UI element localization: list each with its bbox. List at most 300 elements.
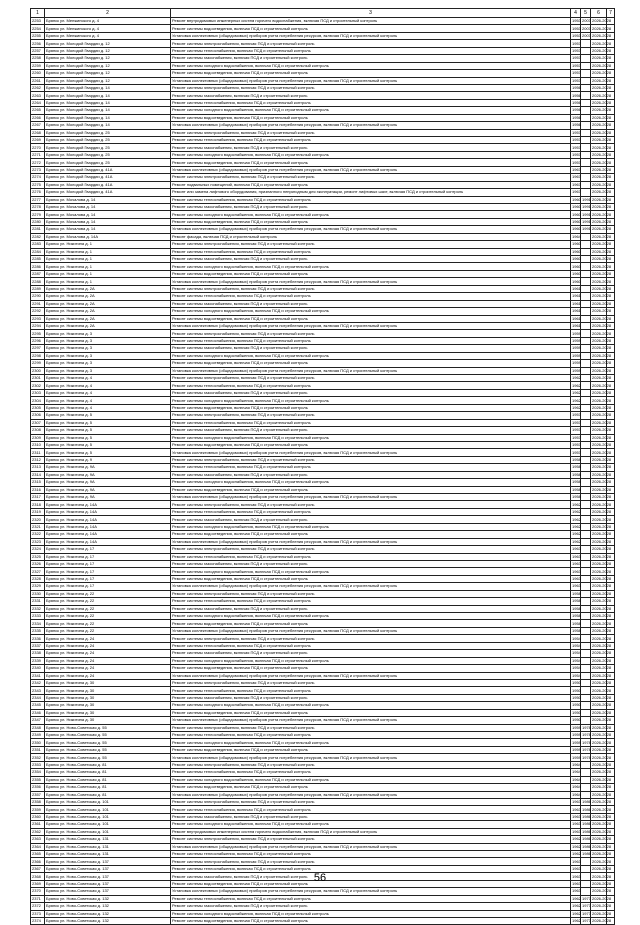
- year-built-cell: 1954: [572, 642, 581, 648]
- planned-period-cell: 2026-2028: [592, 590, 612, 596]
- row-number-cell: 2359: [31, 806, 45, 813]
- row-number-cell: 2339: [31, 657, 45, 664]
- year-built-cell: 1957: [572, 40, 581, 46]
- address-cell: Брянск ул. Ново-Советская д. 137: [45, 888, 171, 895]
- work-description-cell: Ремонт системы водоотведения, включая ПСД и строительный контроль: [171, 665, 571, 672]
- table-row: [31, 798, 615, 805]
- year-reconstructed-cell: [581, 687, 591, 694]
- work-description-cell: Ремонт системы холодного водоснабжения, включая ПСД и строительный контроль: [171, 151, 571, 158]
- address-cell: Брянск ул. Никитина д. 2А: [45, 308, 171, 315]
- year-built-cell: 1962: [572, 531, 581, 537]
- year-reconstructed-cell: [581, 337, 591, 344]
- work-description-cell: Ремонт системы газоснабжения, включая ПСД и строительный контроль: [171, 427, 571, 434]
- work-description-cell: Ремонт внутридомовых инженерных систем горячего водоснабжения, включая ПСД и строительный контроль: [171, 828, 571, 835]
- row-number-cell: 2319: [31, 508, 45, 515]
- year-reconstructed-cell: 1986: [582, 828, 591, 834]
- year-built-cell: 1957: [572, 449, 581, 455]
- year-built-cell: 1963: [572, 553, 581, 559]
- year-reconstructed-cell: [581, 605, 591, 612]
- work-description-cell: Ремонт системы электроснабжения, включая ПСД и строительный контроль: [171, 330, 571, 337]
- year-reconstructed-cell: [581, 486, 591, 493]
- table-row: [31, 18, 615, 25]
- work-description-cell: Ремонт системы газоснабжения, включая ПСД и строительный контроль: [171, 516, 571, 523]
- row-number-cell: 2356: [31, 784, 45, 791]
- address-cell: Брянск ул. Никитина д. 14А: [45, 516, 171, 523]
- row-number-cell: 2344: [31, 694, 45, 701]
- work-description-cell: Ремонт системы водоотведения, включая ПСД и строительный контроль: [171, 159, 571, 166]
- table-row: [31, 635, 615, 642]
- address-cell: Брянск ул. Никитина д. 30: [45, 679, 171, 686]
- work-description-cell: Установка коллективных (общедомовых) приборов учета потребления ресурсов, включая ПСД и строительный контроль: [171, 226, 571, 233]
- work-description-cell: Ремонт системы теплоснабжения, включая ПСД и строительный контроль: [171, 687, 571, 694]
- planned-period-cell: 2026-2028: [592, 672, 612, 678]
- year-built-cell: 1962: [572, 836, 581, 842]
- year-built-cell: 1962: [572, 918, 581, 924]
- year-built-cell: 1959: [572, 352, 581, 358]
- table-row: [31, 746, 615, 753]
- year-built-cell: 1958: [572, 605, 581, 611]
- year-built-cell: 1959: [572, 338, 581, 344]
- address-cell: Брянск ул. Никитина д. 9: [45, 456, 171, 463]
- address-cell: Брянск ул. Никитина д. 30: [45, 694, 171, 701]
- address-cell: Брянск ул. Молодой Гвардии д. 14: [45, 92, 171, 99]
- row-number-cell: 2280: [31, 218, 45, 225]
- address-cell: Брянск ул. Никитина д. 14А: [45, 501, 171, 508]
- work-description-cell: Ремонт системы электроснабжения, включая ПСД и строительный контроль: [171, 375, 571, 382]
- address-cell: Брянск ул. Никитина д. 2А: [45, 300, 171, 307]
- year-built-cell: 1964: [572, 784, 581, 790]
- planned-period-cell: 2026-2028: [592, 338, 612, 344]
- work-description-cell: Установка коллективных (общедомовых) приборов учета потребления ресурсов, включая ПСД и строительный контроль: [171, 449, 571, 456]
- row-number-cell: 2314: [31, 471, 45, 478]
- address-cell: Брянск ул. Никитина д. 1: [45, 278, 171, 285]
- year-built-cell: 1963: [572, 806, 581, 812]
- row-number-cell: 2309: [31, 434, 45, 441]
- address-cell: Брянск ул. Никитина д. 14А: [45, 523, 171, 530]
- table-row: [31, 55, 615, 62]
- work-description-cell: Ремонт системы водоотведения, включая ПСД и строительный контроль: [171, 620, 571, 627]
- work-description-cell: Ремонт системы газоснабжения, включая ПСД и строительный контроль: [171, 55, 571, 62]
- work-description-cell: Ремонт системы водоотведения, включая ПСД и строительный контроль: [171, 486, 571, 493]
- row-number-cell: 2253: [31, 18, 45, 25]
- year-built-cell: 1958: [572, 598, 581, 604]
- year-built-cell: 1950: [572, 702, 581, 708]
- header-row: [31, 9, 615, 18]
- work-description-cell: Ремонт системы теплоснабжения, включая ПСД и строительный контроль: [171, 895, 571, 902]
- table-row: [31, 412, 615, 419]
- address-cell: Брянск ул. Никитина д. 3: [45, 330, 171, 337]
- row-number-cell: 2341: [31, 672, 45, 679]
- address-cell: Брянск ул. Никитина д. 1: [45, 256, 171, 263]
- table-row: [31, 575, 615, 582]
- row-number-cell: 2292: [31, 308, 45, 315]
- row-number-cell: 2291: [31, 300, 45, 307]
- table-row: [31, 382, 615, 389]
- work-description-cell: Установка коллективных (общедомовых) приборов учета потребления ресурсов, включая ПСД и строительный контроль: [171, 791, 571, 798]
- year-reconstructed-cell: [581, 538, 591, 545]
- address-cell: Брянск ул. Молодой Гвардии д. 12: [45, 70, 171, 77]
- row-number-cell: 2281: [31, 226, 45, 233]
- planned-period-cell: 2026-2028: [592, 241, 612, 247]
- address-cell: Брянск ул. Молодой Гвардии д. 25: [45, 144, 171, 151]
- address-cell: Брянск ул. Никитина д. 4: [45, 382, 171, 389]
- year-built-cell: 1963: [572, 546, 581, 552]
- row-number-cell: 2358: [31, 798, 45, 805]
- work-description-cell: Ремонт системы водоотведения, включая ПСД и строительный контроль: [171, 441, 571, 448]
- planned-period-cell: 2026-2028: [592, 345, 612, 351]
- table-row: [31, 687, 615, 694]
- table-row: [31, 583, 615, 590]
- planned-period-cell: 2026-2028: [592, 828, 612, 834]
- year-built-cell: 1967: [572, 166, 581, 172]
- col-header-1: 1: [31, 9, 45, 18]
- planned-period-cell: 2026-2028: [592, 85, 612, 91]
- year-reconstructed-cell: [581, 702, 591, 709]
- work-description-cell: Ремонт системы холодного водоснабжения, включая ПСД и строительный контроль: [171, 434, 571, 441]
- planned-period-cell: 2026-2028: [592, 695, 612, 701]
- address-cell: Брянск ул. Ново-Советская д. 81: [45, 776, 171, 783]
- work-description-cell: Ремонт системы электроснабжения, включая ПСД и строительный контроль: [171, 129, 571, 136]
- row-number-cell: 2308: [31, 427, 45, 434]
- year-reconstructed-cell: [581, 531, 591, 538]
- planned-period-cell: 2026-2028: [592, 880, 612, 886]
- planned-period-cell: 2026-2028: [592, 70, 612, 76]
- page-number: 56: [313, 872, 327, 884]
- planned-period-cell: 2026-2028: [592, 196, 612, 202]
- year-reconstructed-cell: [581, 270, 591, 277]
- year-built-cell: 1957: [572, 55, 581, 61]
- year-built-cell: 1962: [572, 910, 581, 916]
- work-description-cell: Ремонт системы электроснабжения, включая ПСД и строительный контроль: [171, 836, 571, 843]
- row-number-cell: 2288: [31, 278, 45, 285]
- planned-period-cell: 2026-2028: [592, 486, 612, 492]
- table-row: [31, 657, 615, 664]
- address-cell: Брянск ул. Никитина д. 4: [45, 404, 171, 411]
- year-reconstructed-cell: 1978: [582, 747, 591, 753]
- year-reconstructed-cell: [581, 322, 591, 329]
- table-row: [31, 449, 615, 456]
- address-cell: Брянск ул. Ново-Советская д. 132: [45, 917, 171, 924]
- year-built-cell: 1953: [572, 25, 581, 31]
- year-reconstructed-cell: [581, 99, 591, 106]
- address-cell: Брянск ул. Ново-Советская д. 55: [45, 746, 171, 753]
- work-description-cell: Ремонт системы электроснабжения, включая ПСД и строительный контроль: [171, 241, 571, 248]
- address-cell: Брянск ул. Никитина д. 5: [45, 419, 171, 426]
- year-built-cell: 1962: [572, 404, 581, 410]
- address-cell: Брянск ул. Мочалова д. 14: [45, 211, 171, 218]
- year-built-cell: 1961: [572, 315, 581, 321]
- address-cell: Брянск ул. Никитина д. 14А: [45, 538, 171, 545]
- year-built-cell: 1963: [572, 821, 581, 827]
- work-description-cell: Ремонт системы водоотведения, включая ПСД и строительный контроль: [171, 531, 571, 538]
- work-description-cell: Ремонт системы электроснабжения, включая ПСД и строительный контроль: [171, 174, 571, 181]
- year-built-cell: 1960: [572, 263, 581, 269]
- work-description-cell: Ремонт системы теплоснабжения, включая ПСД и строительный контроль: [171, 769, 571, 776]
- year-reconstructed-cell: 1977: [582, 903, 591, 909]
- work-description-cell: Ремонт системы газоснабжения, включая ПСД и строительный контроль: [171, 256, 571, 263]
- year-built-cell: 1954: [572, 657, 581, 663]
- planned-period-cell: 2026-2028: [592, 717, 612, 723]
- work-description-cell: Ремонт системы электроснабжения, включая ПСД и строительный контроль: [171, 456, 571, 463]
- address-cell: Брянск ул. Менжинского д. 4: [45, 25, 171, 32]
- address-cell: Брянск ул. Никитина д. 17: [45, 560, 171, 567]
- year-built-cell: 1961: [572, 308, 581, 314]
- table-row: [31, 285, 615, 292]
- row-number-cell: 2322: [31, 531, 45, 538]
- address-cell: Брянск ул. Молодой Гвардии д. 25: [45, 129, 171, 136]
- address-cell: Брянск ул. Никитина д. 5: [45, 434, 171, 441]
- year-built-cell: 1958: [572, 464, 581, 470]
- year-reconstructed-cell: [581, 650, 591, 657]
- row-number-cell: 2370: [31, 888, 45, 895]
- year-reconstructed-cell: 1986: [582, 836, 591, 842]
- table-row: [31, 107, 615, 114]
- work-description-cell: Ремонт системы водоотведения, включая ПСД и строительный контроль: [171, 218, 571, 225]
- work-description-cell: Ремонт системы водоотведения, включая ПСД и строительный контроль: [171, 25, 571, 32]
- work-description-cell: Установка коллективных (общедомовых) приборов учета потребления ресурсов, включая ПСД и строительный контроль: [171, 77, 571, 84]
- row-number-cell: 2334: [31, 620, 45, 627]
- address-cell: Брянск ул. Ново-Советская д. 55: [45, 732, 171, 739]
- table-row: [31, 568, 615, 575]
- planned-period-cell: 2026-2028: [592, 256, 612, 262]
- work-description-cell: Ремонт системы теплоснабжения, включая ПСД и строительный контроль: [171, 137, 571, 144]
- planned-period-cell: 2026-2028: [592, 293, 612, 299]
- row-number-cell: 2373: [31, 910, 45, 917]
- planned-period-cell: 2026-2028: [592, 40, 612, 46]
- year-built-cell: 1958: [572, 486, 581, 492]
- year-built-cell: 1957: [572, 419, 581, 425]
- row-number-cell: 2325: [31, 553, 45, 560]
- row-number-cell: 2255: [31, 32, 45, 39]
- planned-period-cell: 2026-2028: [592, 166, 612, 172]
- planned-period-cell: 2026-2028: [592, 92, 612, 98]
- address-cell: Брянск ул. Молодой Гвардии д. 14: [45, 114, 171, 121]
- address-cell: Брянск ул. Никитина д. 9А: [45, 464, 171, 471]
- planned-period-cell: 2026-2028: [592, 152, 612, 158]
- planned-period-cell: 2026-2028: [592, 457, 612, 463]
- table-row: [31, 836, 615, 843]
- year-built-cell: 1962: [572, 501, 581, 507]
- row-number-cell: 2332: [31, 605, 45, 612]
- year-built-cell: 1963: [572, 828, 581, 834]
- row-number-cell: 2270: [31, 144, 45, 151]
- year-built-cell: 1950: [572, 695, 581, 701]
- work-description-cell: Установка коллективных (общедомовых) приборов учета потребления ресурсов, включая ПСД и строительный контроль: [171, 122, 571, 129]
- table-header: [31, 9, 615, 18]
- table-row: [31, 196, 615, 203]
- planned-period-cell: 2026-2028: [592, 605, 612, 611]
- table-row: [31, 129, 615, 136]
- address-cell: Брянск ул. Мочалова д. 14: [45, 218, 171, 225]
- year-reconstructed-cell: [581, 419, 591, 426]
- work-description-cell: Ремонт системы холодного водоснабжения, включая ПСД и строительный контроль: [171, 702, 571, 709]
- address-cell: Брянск ул. Никитина д. 5: [45, 427, 171, 434]
- year-reconstructed-cell: [581, 159, 591, 166]
- year-built-cell: 1958: [572, 457, 581, 463]
- address-cell: Брянск ул. Никитина д. 24: [45, 650, 171, 657]
- row-number-cell: 2372: [31, 903, 45, 910]
- table-row: [31, 851, 615, 858]
- year-reconstructed-cell: [581, 679, 591, 686]
- year-reconstructed-cell: 1977: [582, 918, 591, 924]
- work-description-cell: Ремонт системы холодного водоснабжения, включая ПСД и строительный контроль: [171, 776, 571, 783]
- planned-period-cell: 2026-2028: [592, 137, 612, 143]
- year-built-cell: 1962: [572, 851, 581, 857]
- year-reconstructed-cell: [581, 293, 591, 300]
- year-built-cell: 1959: [572, 732, 581, 738]
- work-description-cell: Ремонт системы холодного водоснабжения, включая ПСД и строительный контроль: [171, 308, 571, 315]
- year-built-cell: 1964: [572, 776, 581, 782]
- row-number-cell: 2330: [31, 590, 45, 597]
- work-description-cell: Ремонт системы газоснабжения, включая ПСД и строительный контроль: [171, 605, 571, 612]
- year-built-cell: 1957: [572, 442, 581, 448]
- row-number-cell: 2262: [31, 84, 45, 91]
- year-built-cell: 1963: [572, 583, 581, 589]
- planned-period-cell: 2026-2028: [592, 159, 612, 165]
- year-built-cell: 1957: [572, 129, 581, 135]
- year-reconstructed-cell: [581, 665, 591, 672]
- table-row: [31, 903, 615, 910]
- planned-period-cell: 2026-2028: [592, 531, 612, 537]
- year-built-cell: 1957: [572, 144, 581, 150]
- year-reconstructed-cell: [581, 137, 591, 144]
- row-number-cell: 2364: [31, 843, 45, 850]
- table-row: [31, 62, 615, 69]
- row-number-cell: 2347: [31, 717, 45, 724]
- row-number-cell: 2324: [31, 546, 45, 553]
- row-number-cell: 2275: [31, 181, 45, 188]
- planned-period-cell: 2026-2028: [592, 397, 612, 403]
- work-description-cell: Ремонт системы холодного водоснабжения, включая ПСД и строительный контроль: [171, 479, 571, 486]
- table-row: [31, 345, 615, 352]
- row-number-cell: 2276: [31, 189, 45, 196]
- planned-period-cell: 2026-2028: [592, 129, 612, 135]
- row-number-cell: 2263: [31, 92, 45, 99]
- table-row: [31, 308, 615, 315]
- year-reconstructed-cell: [581, 84, 591, 91]
- year-reconstructed-cell: [581, 114, 591, 121]
- year-built-cell: 1960: [572, 256, 581, 262]
- year-built-cell: 1959: [572, 330, 581, 336]
- row-number-cell: 2268: [31, 129, 45, 136]
- col-header-4: 4: [571, 9, 581, 18]
- year-reconstructed-cell: [581, 345, 591, 352]
- year-reconstructed-cell: 1986: [582, 843, 591, 849]
- planned-period-cell: 2026-2028: [592, 553, 612, 559]
- row-number-cell: 2321: [31, 523, 45, 530]
- planned-period-cell: 2026-2028: [592, 278, 612, 284]
- year-reconstructed-cell: [581, 129, 591, 136]
- table-row: [31, 40, 615, 47]
- address-cell: Брянск ул. Ново-Советская д. 137: [45, 880, 171, 887]
- table-row: [31, 32, 615, 39]
- row-number-cell: 2331: [31, 598, 45, 605]
- address-cell: Брянск ул. Ново-Советская д. 55: [45, 739, 171, 746]
- year-built-cell: 1962: [572, 895, 581, 901]
- address-cell: Брянск ул. Никитина д. 14А: [45, 508, 171, 515]
- year-reconstructed-cell: [581, 613, 591, 620]
- row-number-cell: 2273: [31, 166, 45, 173]
- row-number-cell: 2355: [31, 776, 45, 783]
- planned-period-cell: 2026-2028: [592, 449, 612, 455]
- work-description-cell: Ремонт системы теплоснабжения, включая ПСД и строительный контроль: [171, 598, 571, 605]
- work-description-cell: Ремонт системы газоснабжения, включая ПСД и строительный контроль: [171, 903, 571, 910]
- work-description-cell: Ремонт системы теплоснабжения, включая ПСД и строительный контроль: [171, 553, 571, 560]
- row-number-cell: 2304: [31, 397, 45, 404]
- year-reconstructed-cell: [581, 456, 591, 463]
- table-row: [31, 70, 615, 77]
- address-cell: Брянск ул. Ново-Советская д. 131: [45, 836, 171, 843]
- work-description-cell: Ремонт системы теплоснабжения, включая ПСД и строительный контроль: [171, 99, 571, 106]
- table-row: [31, 464, 615, 471]
- table-row: [31, 159, 615, 166]
- work-description-cell: Ремонт системы электроснабжения, включая ПСД и строительный контроль: [171, 285, 571, 292]
- year-reconstructed-cell: 1991: [582, 211, 591, 217]
- year-reconstructed-cell: [581, 397, 591, 404]
- year-built-cell: 1963: [572, 880, 581, 886]
- planned-period-cell: 2026-2028: [592, 724, 612, 730]
- table-row: [31, 784, 615, 791]
- year-built-cell: 1967: [572, 181, 581, 187]
- row-number-cell: 2350: [31, 739, 45, 746]
- table-row: [31, 375, 615, 382]
- table-row: [31, 858, 615, 865]
- row-number-cell: 2326: [31, 560, 45, 567]
- row-number-cell: 2368: [31, 873, 45, 880]
- year-reconstructed-cell: [581, 888, 591, 895]
- address-cell: Брянск ул. Менжинского д. 4: [45, 32, 171, 39]
- work-description-cell: Ремонт системы водоотведения, включая ПСД и строительный контроль: [171, 360, 571, 367]
- work-description-cell: Ремонт системы холодного водоснабжения, включая ПСД и строительный контроль: [171, 523, 571, 530]
- year-reconstructed-cell: [581, 479, 591, 486]
- table-row: [31, 665, 615, 672]
- address-cell: Брянск ул. Менжинского д. 4: [45, 18, 171, 25]
- year-built-cell: 1950: [572, 709, 581, 715]
- table-row: [31, 47, 615, 54]
- year-reconstructed-cell: [581, 553, 591, 560]
- table-row: [31, 122, 615, 129]
- planned-period-cell: 2026-2028: [592, 181, 612, 187]
- planned-period-cell: 2026-2028: [592, 434, 612, 440]
- row-number-cell: 2272: [31, 159, 45, 166]
- row-number-cell: 2320: [31, 516, 45, 523]
- year-built-cell: 1954: [572, 635, 581, 641]
- year-reconstructed-cell: [581, 568, 591, 575]
- year-built-cell: 1963: [572, 799, 581, 805]
- work-description-cell: Ремонт системы газоснабжения, включая ПСД и строительный контроль: [171, 203, 571, 210]
- planned-period-cell: 2026-2028: [592, 665, 612, 671]
- planned-period-cell: 2026-2028: [592, 419, 612, 425]
- work-description-cell: Ремонт системы холодного водоснабжения, включая ПСД и строительный контроль: [171, 263, 571, 270]
- address-cell: Брянск ул. Молодой Гвардии д. 25: [45, 159, 171, 166]
- address-cell: Брянск ул. Никитина д. 4: [45, 397, 171, 404]
- table-row: [31, 441, 615, 448]
- address-cell: Брянск ул. Ново-Советская д. 55: [45, 754, 171, 761]
- row-number-cell: 2363: [31, 836, 45, 843]
- address-cell: Брянск ул. Молодой Гвардии д. 12: [45, 77, 171, 84]
- row-number-cell: 2260: [31, 70, 45, 77]
- work-description-cell: Ремонт системы электроснабжения, включая ПСД и строительный контроль: [171, 501, 571, 508]
- work-description-cell: Ремонт системы газоснабжения, включая ПСД и строительный контроль: [171, 389, 571, 396]
- planned-period-cell: 2026-2028: [592, 709, 612, 715]
- row-number-cell: 2271: [31, 151, 45, 158]
- address-cell: Брянск ул. Никитина д. 24: [45, 642, 171, 649]
- year-built-cell: 1962: [572, 382, 581, 388]
- work-description-cell: Ремонт системы теплоснабжения, включая ПСД и строительный контроль: [171, 806, 571, 813]
- planned-period-cell: 2026-2028: [592, 233, 612, 239]
- work-description-cell: Ремонт системы электроснабжения, включая ПСД и строительный контроль: [171, 858, 571, 865]
- address-cell: Брянск ул. Ново-Советская д. 137: [45, 858, 171, 865]
